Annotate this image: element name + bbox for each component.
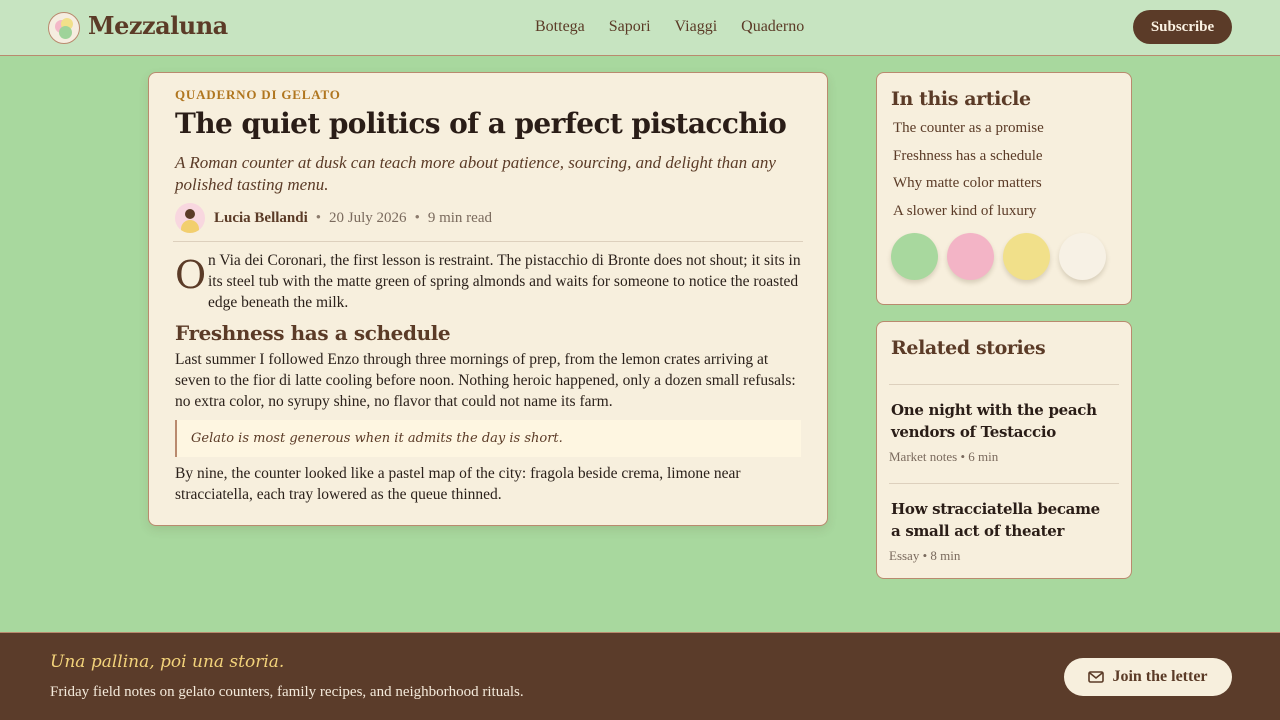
related-title: Related stories (891, 337, 1046, 359)
main-nav (535, 18, 804, 36)
toc-item[interactable]: Freshness has a schedule (893, 147, 1043, 164)
footer-tagline: Una pallina, poi una storia. (50, 652, 285, 672)
divider (173, 241, 803, 242)
toc-title: In this article (891, 88, 1031, 110)
table-of-contents (876, 72, 1132, 305)
join-letter-button[interactable] (1064, 658, 1232, 696)
article-dek: A Roman counter at dusk can teach more about patience, sourcing, and delight than any polished tasting menu. (175, 153, 776, 194)
footer-subtitle: Friday field notes on gelato counters, family recipes, and neighborhood rituals. (50, 684, 524, 700)
read-time: 9 min read (427, 209, 492, 226)
article-card (148, 72, 828, 526)
toc-item[interactable]: A slower kind of luxury (893, 202, 1037, 219)
related-story-title[interactable]: How stracciatella became a small act of theater (891, 500, 1100, 540)
nav-item-bottega[interactable]: Bottega (535, 18, 585, 35)
join-letter-label: Join the letter (1112, 668, 1208, 685)
toc-item[interactable]: The counter as a promise (893, 120, 1044, 136)
subscribe-button[interactable]: Subscribe (1133, 10, 1232, 44)
nav-item-sapori[interactable]: Sapori (608, 18, 651, 35)
related-story-meta: Essay • 8 min (889, 548, 961, 563)
paragraph-3: By nine, the counter looked like a pastel map of the city: fragola beside crema, limone near stracciatella, each tray lowered as the queue thinned. (175, 465, 741, 503)
nav-item-viaggi[interactable]: Viaggi (674, 18, 718, 35)
divider (889, 384, 1119, 385)
paragraph-1: n Via dei Coronari, the first lesson is restraint. The pistacchio di Bronte does not shout; it sits in its steel tub with the matte green of spring almonds and waits for someone to notice the roasted edge beneath the milk. (208, 252, 801, 311)
swatch-yellow[interactable] (1003, 233, 1050, 280)
toc-list (893, 120, 1044, 230)
byline (175, 203, 492, 233)
article-title: The quiet politics of a perfect pistacchio (175, 107, 787, 140)
article-kicker: QUADERNO DI GELATO (175, 87, 341, 102)
pull-quote: Gelato is most generous when it admits the day is short. (175, 420, 801, 457)
related-stories (876, 321, 1132, 579)
newsletter-footer (0, 632, 1280, 720)
swatch-green[interactable] (891, 233, 938, 280)
separator-dot: • (414, 209, 420, 226)
paragraph-2: Last summer I followed Enzo through three mornings of prep, from the lemon crates arriving at seven to the fior di latte cooling before noon. Nothing heroic happened, only a dozen small refusals: no extra color, no syrupy shine, no flavor that could not name its farm. (175, 351, 796, 410)
related-story-meta: Market notes • 6 min (889, 449, 999, 464)
avatar[interactable] (175, 203, 205, 233)
swatch-cream[interactable] (1059, 233, 1106, 280)
divider (889, 483, 1119, 484)
color-swatches (891, 233, 1106, 280)
logo-icon[interactable] (48, 12, 80, 44)
author-name[interactable]: Lucia Bellandi (214, 209, 308, 226)
brand-name[interactable]: Mezzaluna (88, 11, 228, 40)
nav-item-quaderno[interactable]: Quaderno (741, 18, 805, 35)
section-heading: Freshness has a schedule (175, 321, 451, 345)
swatch-pink[interactable] (947, 233, 994, 280)
toc-item[interactable]: Why matte color matters (893, 175, 1042, 191)
mail-icon (1088, 671, 1104, 683)
site-header (0, 0, 1280, 56)
separator-dot: • (315, 209, 322, 226)
publish-date: 20 July 2026 (329, 209, 407, 226)
related-story-title[interactable]: One night with the peach vendors of Testaccio (891, 401, 1097, 441)
drop-cap: O (175, 253, 207, 297)
